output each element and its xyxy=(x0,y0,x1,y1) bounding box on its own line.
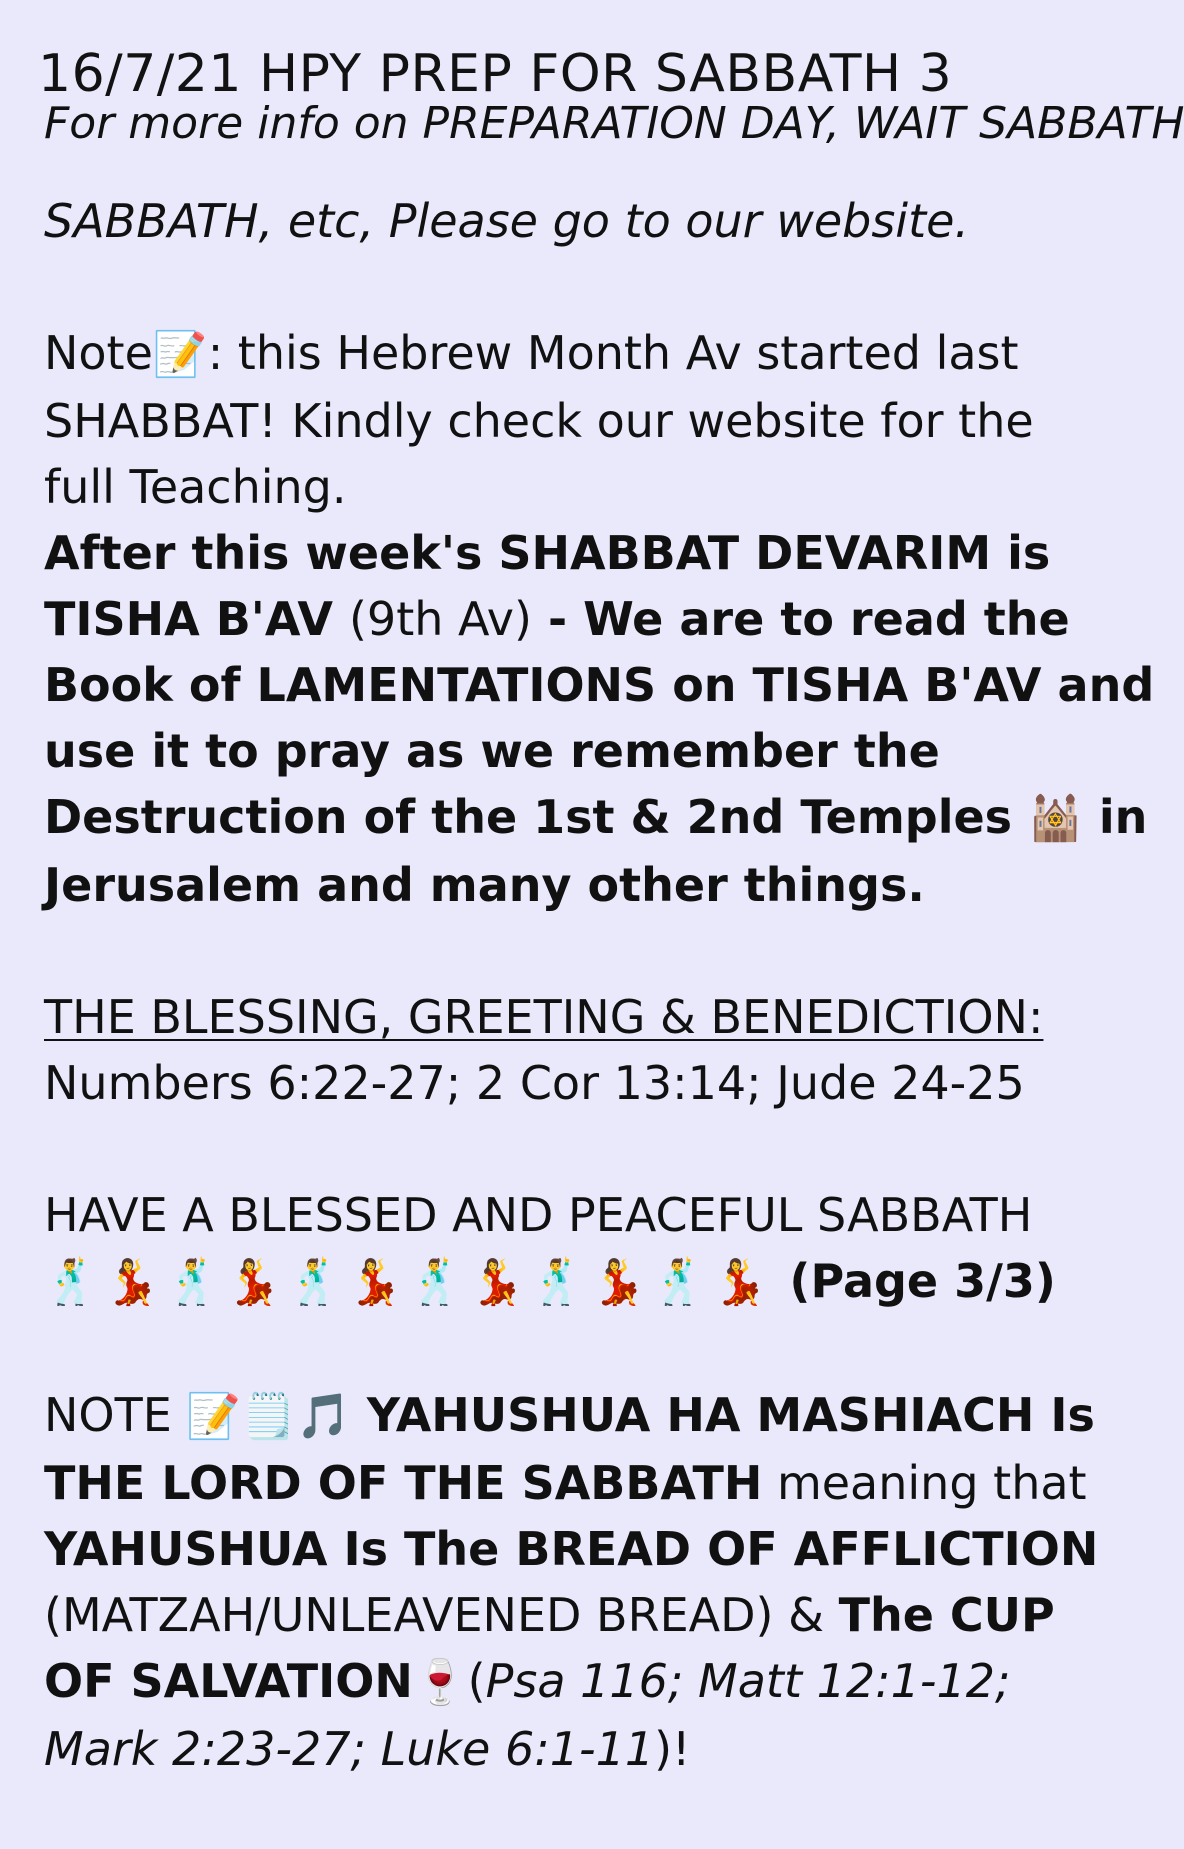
note2-line4: (MATZAH/UNLEAVENED BREAD) & The CUP xyxy=(44,1588,1055,1642)
note2-line5: OF SALVATION🍷(Psa 116; Matt 12:1-12; xyxy=(44,1654,1011,1708)
page-indicator: (Page 3/3) xyxy=(773,1254,1056,1308)
tisha-line5: Destruction of the 1st & 2nd Temples 🕍 in xyxy=(44,790,1148,844)
tisha-line3: Book of LAMENTATIONS on TISHA B'AV and xyxy=(44,658,1155,712)
page-title: 16/7/21 HPY PREP FOR SABBATH 3 xyxy=(38,44,953,104)
message-body xyxy=(44,188,1155,1782)
tisha-line6: Jerusalem and many other things. xyxy=(44,858,925,912)
note2-line3: YAHUSHUA Is The BREAD OF AFFLICTION xyxy=(44,1522,1099,1576)
note1-line2: SHABBAT! Kindly check our website for the xyxy=(44,394,1034,448)
cut-off-text xyxy=(44,98,1184,174)
note2-line2: THE LORD OF THE SABBATH meaning that xyxy=(44,1456,1087,1510)
blessing-refs: Numbers 6:22-27; 2 Cor 13:14; Jude 24-25 xyxy=(44,1056,1025,1110)
intro-line: SABBATH, etc, Please go to our website. xyxy=(44,194,970,248)
tisha-line1: After this week's SHABBAT DEVARIM is xyxy=(44,526,1051,580)
dancers-icon: 🕺💃🕺💃🕺💃🕺💃🕺💃🕺💃 xyxy=(44,1257,774,1308)
closing-dancers-line xyxy=(44,1248,1064,1316)
memo-notepad-music-icon: 📝🗒️🎵 xyxy=(186,1391,351,1442)
cut-off-line: For more info on PREPARATION DAY, WAIT SABBATH xyxy=(44,98,1184,149)
synagogue-icon: 🕍 xyxy=(1028,793,1083,844)
tisha-line4: use it to pray as we remember the xyxy=(44,724,940,778)
note2-line6: Mark 2:23-27; Luke 6:1-11)! xyxy=(44,1722,691,1776)
note1-line1: Note📝: this Hebrew Month Av started last xyxy=(44,326,1019,380)
note2-line1: NOTE 📝🗒️🎵 YAHUSHUA HA MASHIACH Is xyxy=(44,1388,1095,1442)
note1-line3: full Teaching. xyxy=(44,460,347,514)
blessing-heading: THE BLESSING, GREETING & BENEDICTION: xyxy=(44,990,1044,1044)
tisha-line2: TISHA B'AV (9th Av) - We are to read the xyxy=(44,592,1070,646)
closing-line: HAVE A BLESSED AND PEACEFUL SABBATH xyxy=(44,1188,1033,1242)
memo-icon: 📝 xyxy=(152,329,208,380)
wine-glass-icon: 🍷 xyxy=(412,1657,468,1708)
